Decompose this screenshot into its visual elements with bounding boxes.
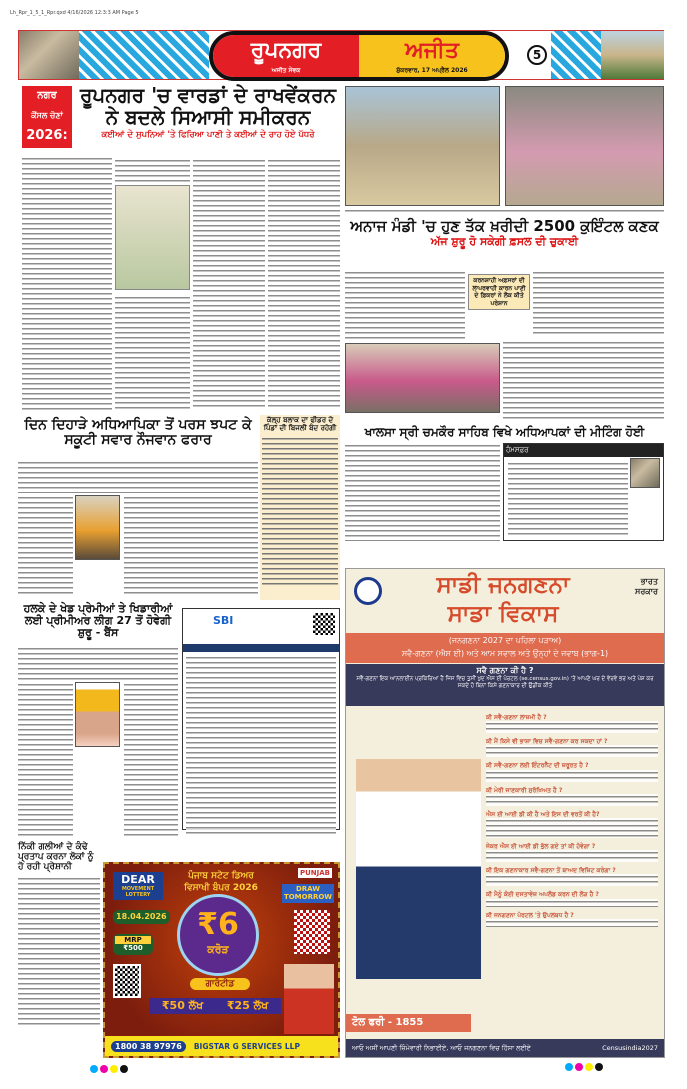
title-right: ਅਜੀਤ bbox=[405, 38, 459, 63]
faq-answer bbox=[486, 745, 658, 757]
census-title-block bbox=[388, 571, 618, 629]
prize-unit: ਕਰੋੜ bbox=[207, 943, 229, 956]
story3-body bbox=[124, 682, 178, 837]
lead-body bbox=[115, 295, 190, 410]
photo-caption bbox=[345, 208, 664, 214]
census-what-text: ਸਵੈ-ਗਣਨਾ ਇਕ ਆਨਲਾਈਨ ਪ੍ਰਕਿਰਿਆ ਹੈ ਜਿਸ ਵਿਚ ਤੁਸੀਂ ਖੁਦ ਐਸ ਈ ਪੋਰਟਲ (se.census.gov.in) 'ਤੇ ਆਪਣੇ ਘਰ ਦੇ ਵੇਰਵੇ ਭਰ ਅਤੇ ਪੇਸ਼ ਕਰ ਸਕਦੇ ਹੋ ਬਿਨਾਂ ਕਿਸੇ ਗਣਨਾਕਾਰ ਦੀ ਉਡੀਕ ਕੀਤੇ bbox=[356, 675, 654, 689]
black-mark bbox=[595, 1063, 603, 1071]
faq-question: ਕੀ ਜਨਗਣਨਾ ਪੋਰਟਲ 'ਤੇ ਉਪਲਬਧ ਹੈ ? bbox=[486, 911, 574, 919]
lead-body bbox=[193, 158, 265, 410]
qr-code bbox=[113, 964, 141, 998]
cmyk-marks bbox=[90, 1065, 128, 1073]
mandi-subhead: ਅੱਜ ਸ਼ੁਰੂ ਹੋ ਸਕੇਗੀ ਫ਼ਸਲ ਦੀ ਚੁਕਾਈ bbox=[430, 234, 579, 248]
story3-body bbox=[18, 682, 73, 837]
faq-answer bbox=[486, 919, 658, 927]
yellow-mark bbox=[110, 1065, 118, 1073]
story2-body bbox=[18, 495, 73, 595]
event-photo bbox=[505, 86, 664, 206]
faq-question: ਕੀ ਮੇਰੀ ਜਾਣਕਾਰੀ ਸੁਰੱਖਿਅਤ ਹੈ ? bbox=[486, 786, 563, 794]
guarantee-label: ਗਾਰੰਟੀਡ bbox=[190, 978, 250, 990]
census-ad bbox=[345, 568, 665, 1058]
story3-headline: ਹਲਕੇ ਦੇ ਖੇਡ ਪ੍ਰੇਮੀਆਂ ਤੇ ਖਿਡਾਰੀਆਂ ਲਈ ਪ੍ਰੀਮੀਅਰ ਲੀਗ 27 ਤੋਂ ਹੋਵੇਗੀ ਸ਼ੁਰੂ - ਬੈਂਸ bbox=[23, 602, 173, 640]
lead-heading-block bbox=[76, 84, 340, 140]
print-meta: Lh_Rpr_1_5_1_Rpr.qxd 4/16/2026 12:3:3 AM Page 5 bbox=[10, 10, 139, 16]
lottery-phone[interactable]: 1800 38 97976 bbox=[111, 1041, 186, 1052]
fort-photo bbox=[601, 31, 664, 79]
census-footer bbox=[346, 1039, 664, 1057]
mrp bbox=[113, 934, 153, 955]
prizes bbox=[149, 998, 281, 1014]
yellow-mark bbox=[585, 1063, 593, 1071]
mandi-photo bbox=[345, 86, 500, 206]
draw-date: 18.04.2026 bbox=[113, 910, 170, 924]
kicker-line: ਕੌਂਸਲ ਚੋਣਾਂ bbox=[31, 111, 63, 120]
sidebar-body bbox=[262, 436, 338, 586]
obituary-box bbox=[503, 443, 664, 541]
obituary-body bbox=[508, 461, 628, 537]
faq-answer bbox=[486, 874, 658, 886]
story3-body bbox=[18, 646, 178, 680]
cyan-mark bbox=[90, 1065, 98, 1073]
lottery-footer bbox=[105, 1036, 338, 1056]
gurudwara-photo bbox=[19, 31, 79, 79]
second-prize: ₹50 ਲੱਖ bbox=[161, 999, 204, 1012]
story2-body bbox=[124, 495, 258, 595]
sbi-logo: SBI bbox=[213, 614, 234, 627]
khalsa-headline: ਖਾਲਸਾ ਸ੍ਰੀ ਚਮਕੌਰ ਸਾਹਿਬ ਵਿਖੇ ਅਧਿਆਪਕਾਂ ਦੀ ਮੀਟਿੰਗ ਹੋਈ bbox=[345, 426, 664, 439]
magenta-mark bbox=[575, 1063, 583, 1071]
sidebar-box bbox=[260, 415, 340, 600]
lottery-title bbox=[167, 870, 275, 894]
punjab-logo: PUNJAB bbox=[299, 869, 330, 877]
sbi-notice-body bbox=[186, 655, 336, 835]
census-title: ਸਾਡੀ ਜਨਗਣਨਾ bbox=[436, 572, 570, 598]
masthead-pattern bbox=[551, 31, 601, 79]
census-subtitle: ਸਾਡਾ ਵਿਕਾਸ bbox=[447, 601, 559, 627]
story4-block bbox=[18, 843, 100, 1026]
census-what-title: ਸਵੈ ਗਣਨਾ ਕੀ ਹੈ ? bbox=[476, 666, 534, 675]
mrp-value: ₹500 bbox=[123, 944, 143, 953]
social-handle: Censusindia2027 bbox=[602, 1044, 658, 1052]
faq-question: ਕੀ ਮੈਂ ਕਿਸੇ ਵੀ ਭਾਸ਼ਾ ਵਿਚ ਸਵੈ-ਗਣਨਾ ਕਰ ਸਕਦਾ ਹਾਂ ? bbox=[486, 738, 608, 746]
sidebar-headline: ਕੱਲ੍ਹ ਬਲਾਕ ਦਾ ਫੀਡਰ ਦੇ ਪਿੰਡਾਂ ਦੀ ਬਿਜਲੀ ਬੰਦ ਰਹੇਗੀ bbox=[263, 416, 337, 432]
faq-answer bbox=[486, 721, 658, 733]
faq-question: ਕੀ ਮੈਨੂੰ ਕੋਈ ਦਸਤਾਵੇਜ਼ ਅਪਲੋਡ ਕਰਨ ਦੀ ਲੋੜ ਹੈ ? bbox=[486, 891, 599, 899]
magenta-mark bbox=[100, 1065, 108, 1073]
dear-logo bbox=[113, 872, 163, 900]
kicker-line: ਨਗਰ bbox=[37, 90, 57, 101]
khalsa-row bbox=[345, 443, 664, 541]
mandi-body bbox=[503, 340, 664, 420]
obituary-title: ਹੰਮਸਫ਼ਰ bbox=[504, 444, 663, 456]
faq-question: ਕੀ ਸਵੈ-ਗਣਨਾ ਲਾਜ਼ਮੀ ਹੈ ? bbox=[486, 714, 547, 721]
census-band-line: ਸਵੈ-ਗਣਨਾ (ਐਸ ਈ) ਅਤੇ ਆਮ ਸਵਾਲ ਅਤੇ ਉਨ੍ਹਾਂ ਦੇ ਜਵਾਬ (ਭਾਗ-1) bbox=[401, 649, 609, 658]
lead-body bbox=[22, 156, 112, 410]
ambassador-photo bbox=[284, 964, 334, 1034]
story2-headline: ਦਿਨ ਦਿਹਾੜੇ ਅਧਿਆਪਿਕਾ ਤੋਂ ਪਰਸ ਝਪਟ ਕੇ ਸਕੂਟੀ ਸਵਾਰ ਨੌਜਵਾਨ ਫਰਾਰ bbox=[24, 417, 252, 449]
title-left: ਰੂਪਨਗਰ bbox=[250, 38, 322, 63]
lottery-ad bbox=[103, 862, 340, 1058]
black-mark bbox=[120, 1065, 128, 1073]
dear-brand: DEAR bbox=[121, 873, 155, 886]
lead-body bbox=[268, 158, 340, 410]
faq-question: ਐਸ ਈ ਆਈ ਡੀ ਕੀ ਹੈ ਅਤੇ ਇਸ ਦੀ ਵਰਤੋਂ ਕੀ ਹੈ? bbox=[486, 810, 600, 818]
census-band bbox=[346, 633, 664, 663]
page-number: 5 bbox=[527, 45, 547, 65]
faq-answer bbox=[486, 899, 658, 907]
masthead-title bbox=[209, 31, 509, 81]
faq-list bbox=[486, 709, 658, 927]
faq-question: ਕੀ ਸਵੈ-ਗਣਨਾ ਲਈ ਇੰਟਰਨੈੱਟ ਦੀ ਜ਼ਰੂਰਤ ਹੈ ? bbox=[486, 762, 589, 770]
draw-tomorrow: DRAW TOMORROW bbox=[283, 885, 333, 902]
lottery-title-line: ਪੰਜਾਬ ਸਟੇਟ ਡਿਅਰ bbox=[188, 871, 254, 881]
cartoon-image bbox=[115, 185, 190, 290]
story4-body bbox=[18, 876, 100, 1026]
teacher-photo bbox=[75, 495, 120, 560]
sbi-bar bbox=[183, 644, 339, 652]
khalsa-block bbox=[345, 426, 664, 541]
faq-answer bbox=[486, 818, 658, 838]
prize-circle bbox=[177, 894, 259, 976]
masthead-pattern bbox=[79, 31, 209, 79]
mandi-heading-block bbox=[345, 218, 664, 248]
faq-answer bbox=[486, 850, 658, 862]
obituary-photo bbox=[630, 458, 660, 488]
kicker-line: 2026: bbox=[26, 128, 68, 143]
enumerator-illustration bbox=[356, 729, 481, 979]
cmyk-marks bbox=[565, 1063, 603, 1071]
qr-code bbox=[294, 910, 330, 954]
third-prize: ₹25 ਲੱਖ bbox=[226, 999, 269, 1012]
census-footer-text: ਆਓ ਅਸੀਂ ਆਪਣੀ ਜ਼ਿੰਮੇਵਾਰੀ ਨਿਭਾਈਏ, ਆਓ ਜਨਗਣਨਾ ਵਿਚ ਹਿੱਸਾ ਲਈਏ bbox=[352, 1044, 531, 1052]
lead-body bbox=[115, 158, 190, 182]
khalsa-body bbox=[345, 443, 500, 541]
mandi-body bbox=[533, 270, 664, 336]
lottery-agent: BIGSTAR G SERVICES LLP bbox=[193, 1041, 300, 1051]
dear-brand-sub: MOVEMENT LOTTERY bbox=[121, 886, 155, 899]
sbi-ad bbox=[182, 608, 340, 830]
edition-label: ਅਜੀਤ ਸੇਵਕ bbox=[271, 67, 301, 74]
prize-amount: ₹6 bbox=[197, 907, 239, 942]
lottery-title-line: ਵਿਸਾਖੀ ਬੰਪਰ 2026 bbox=[184, 883, 258, 893]
pull-quote: ਕਰਨਸ਼ਾਹੀ ਅਫ਼ਸਰਾਂ ਦੀ ਲਾਪਰਵਾਹੀ ਕਾਰਨ ਪਾਣੀ ਦੇ ਫ਼ਿਕਰਾਂ ਨੇ ਲੋਕ ਕੀਤੇ ਪਰੇਸ਼ਾਨ bbox=[468, 274, 530, 310]
faq-question: ਜੇਕਰ ਐਸ ਈ ਆਈ ਡੀ ਭੁੱਲ ਗਏ ਤਾਂ ਕੀ ਹੋਵੇਗਾ ? bbox=[486, 842, 596, 850]
mandi-body bbox=[345, 270, 465, 340]
mrp-label: MRP bbox=[115, 936, 151, 944]
census-band-line: (ਜਨਗਣਨਾ 2027 ਦਾ ਪਹਿਲਾ ਪੜਾਅ) bbox=[448, 636, 562, 645]
faq-answer bbox=[486, 794, 658, 806]
mandi-headline: ਅਨਾਜ ਮੰਡੀ 'ਚ ਹੁਣ ਤੱਕ ਖ਼ਰੀਦੀ 2500 ਕੁਇੰਟਲ ਕਣਕ bbox=[350, 217, 659, 235]
bains-photo bbox=[75, 682, 120, 747]
census-logo bbox=[354, 577, 382, 605]
qr-code bbox=[313, 613, 335, 635]
lead-subhead: ਕਈਆਂ ਦੇ ਸੁਪਨਿਆਂ 'ਤੇ ਫਿਰਿਆ ਪਾਣੀ ਤੇ ਕਈਆਂ ਦੇ ਰਾਹ ਹੋਏ ਪੱਧਰੇ bbox=[101, 130, 315, 140]
faq-answer bbox=[486, 770, 658, 782]
lead-kicker bbox=[22, 86, 72, 148]
meeting-photo bbox=[345, 343, 500, 413]
census-what bbox=[346, 664, 664, 706]
date: ਸ਼ੁੱਕਰਵਾਰ, 17 ਅਪ੍ਰੈਲ 2026 bbox=[396, 67, 468, 74]
faq-question: ਕੀ ਇਕ ਗਣਨਾਕਾਰ ਸਵੈ-ਗਣਨਾ ਤੋਂ ਬਾਅਦ ਵਿਜ਼ਿਟ ਕਰੇਗਾ ? bbox=[486, 867, 616, 875]
story2-body bbox=[18, 460, 258, 493]
masthead bbox=[18, 30, 664, 80]
tollfree[interactable]: ਟੋਲ ਫਰੀ - 1855 bbox=[346, 1014, 471, 1032]
cyan-mark bbox=[565, 1063, 573, 1071]
gov-emblem: ਭਾਰਤ ਸਰਕਾਰ bbox=[635, 577, 658, 596]
story4-headline: ਨਿੱਕੀ ਗਲੀਆਂ ਦੇ ਕੰਢੇ ਪ੍ਰਤਾਪ ਕਰਨਾ ਲੋਕਾਂ ਨੂੰ ਹੋ ਰਹੀ ਪ੍ਰੇਸ਼ਾਨੀ bbox=[18, 842, 94, 872]
lead-headline: ਰੂਪਨਗਰ 'ਚ ਵਾਰਡਾਂ ਦੇ ਰਾਖਵੇਂਕਰਨ ਨੇ ਬਦਲੇ ਸਿਆਸੀ ਸਮੀਕਰਨ bbox=[80, 83, 336, 129]
